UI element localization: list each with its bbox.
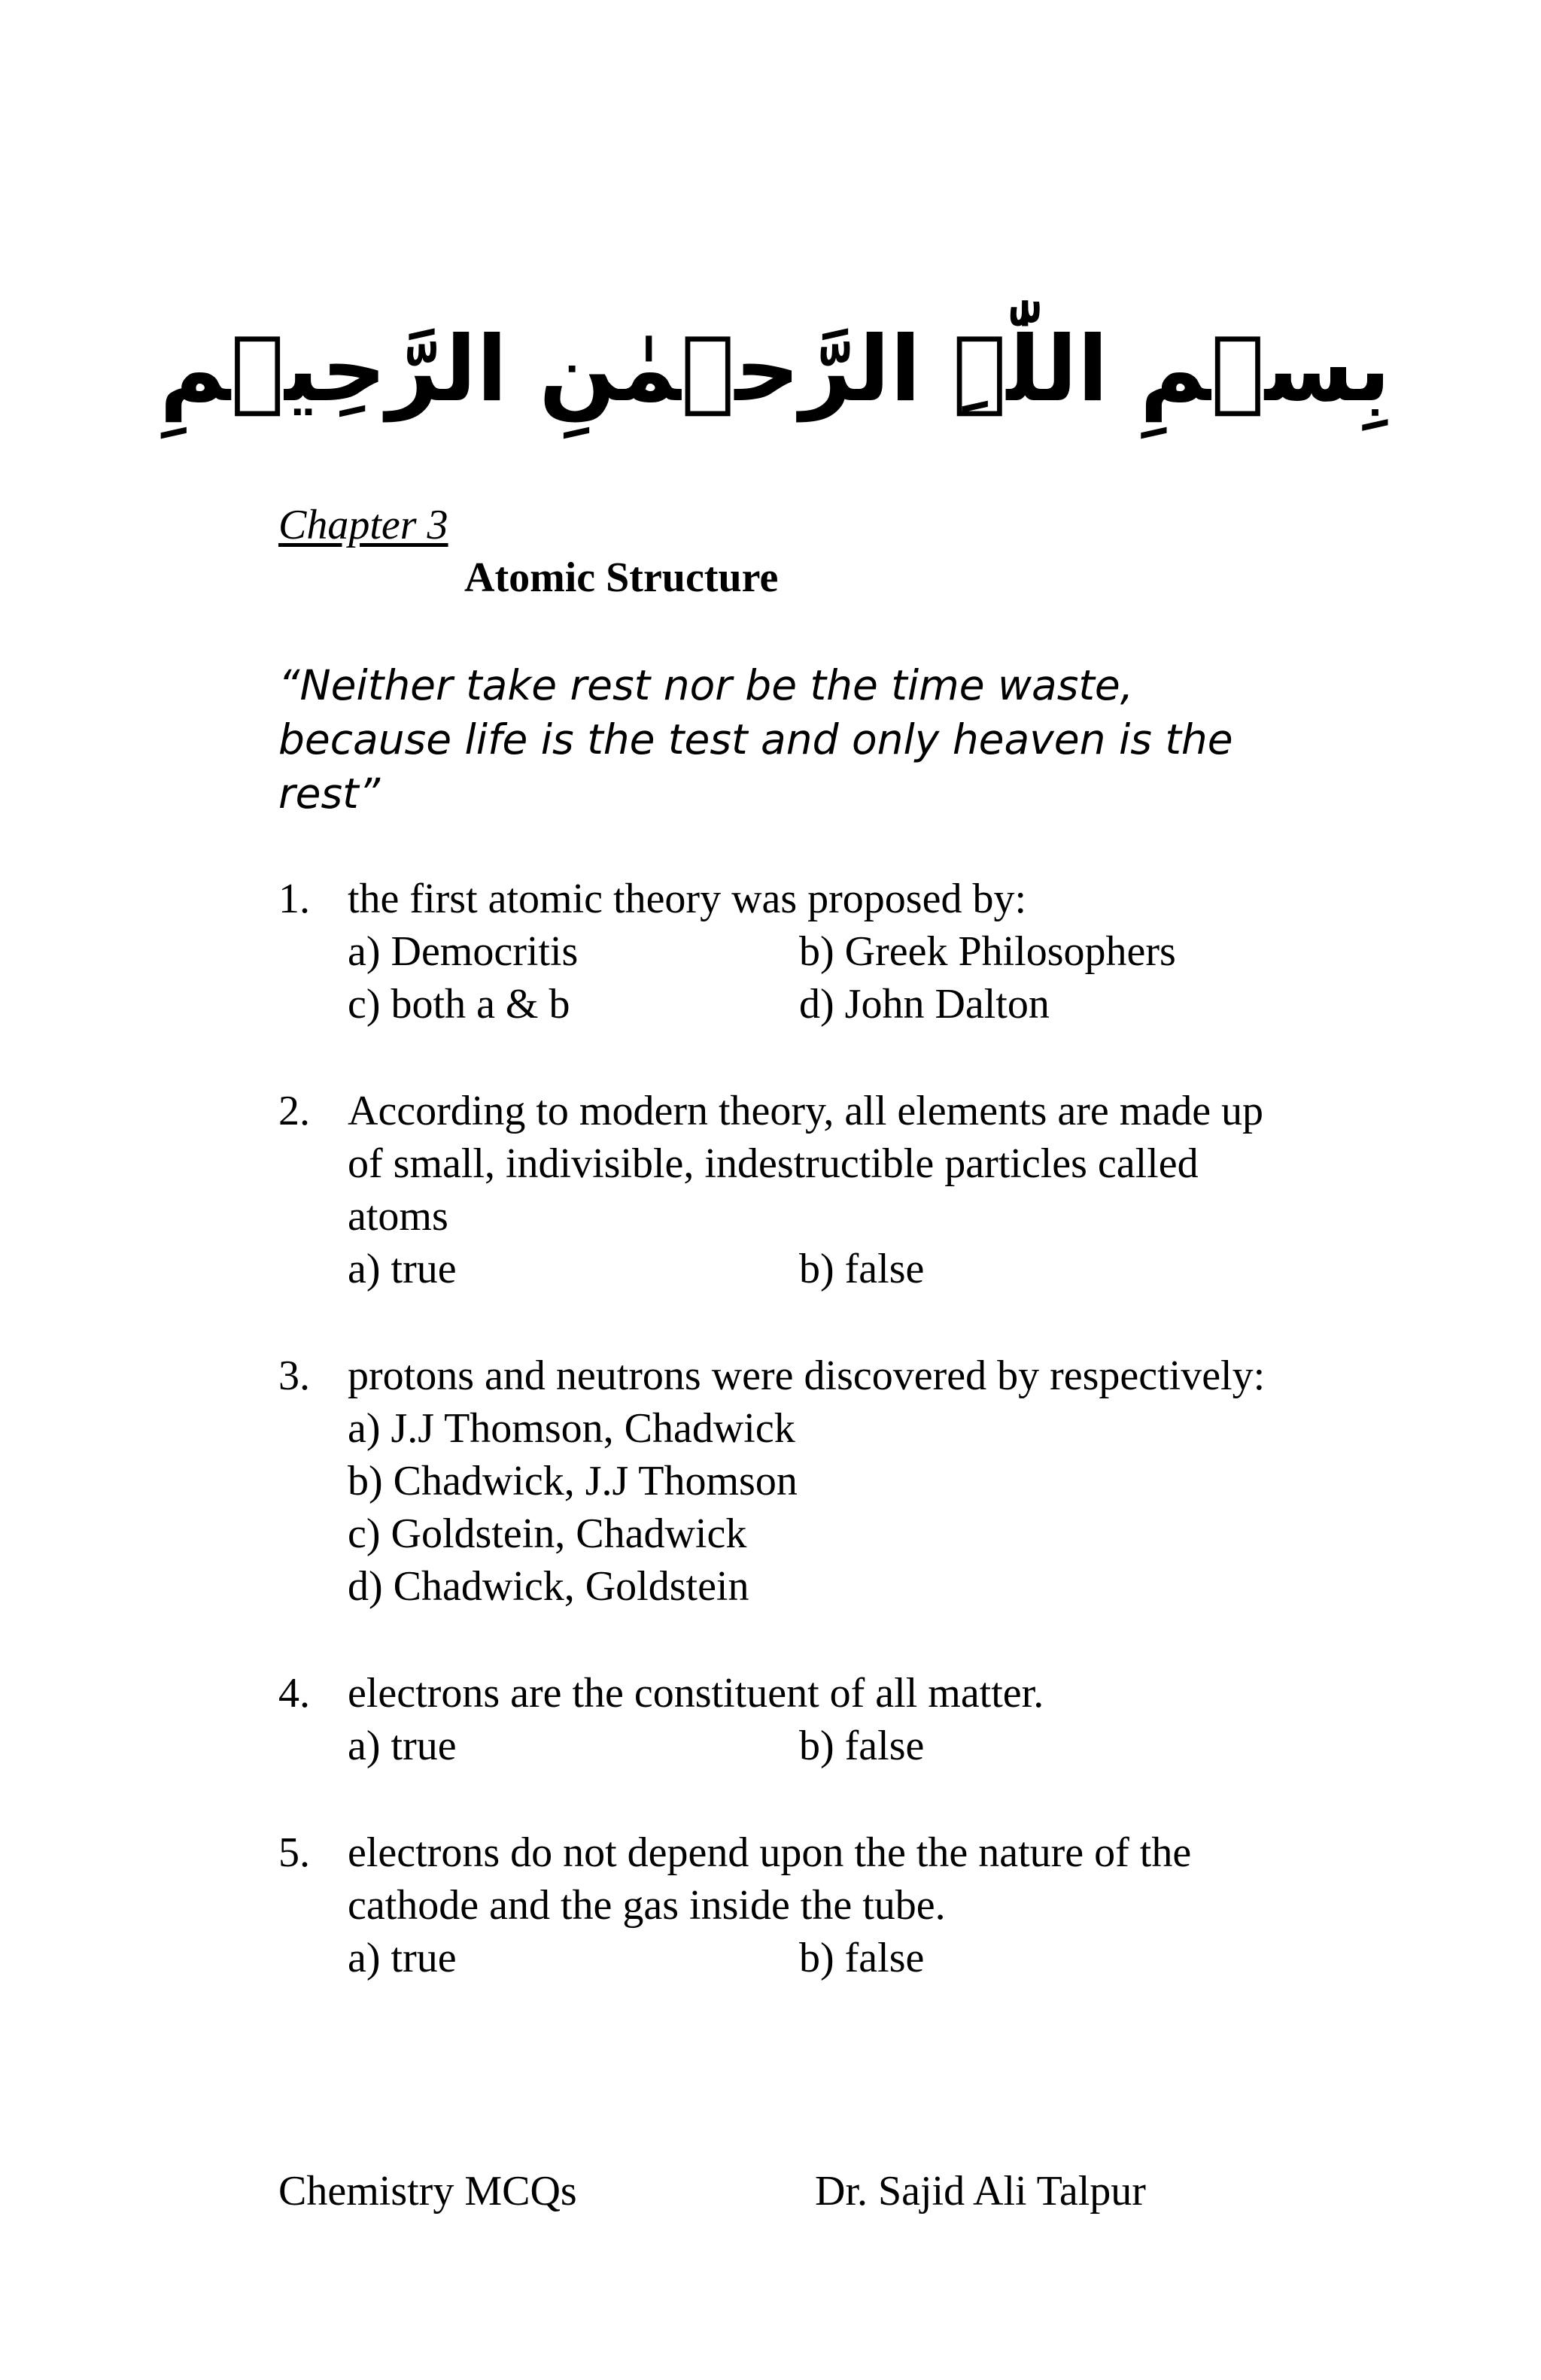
option-a: a) true	[348, 1935, 457, 1981]
options-grid	[348, 1720, 1272, 1772]
option-a: a) true	[348, 1723, 457, 1769]
options-grid	[348, 1243, 1272, 1295]
question-text: According to modern theory, all elements are made up of small, indivisible, indestructible particles called atoms	[348, 1088, 1264, 1240]
footer-book-title: Chemistry MCQs	[278, 2168, 577, 2215]
options-list	[348, 1402, 1272, 1613]
question-2	[278, 1085, 1272, 1295]
question-3	[278, 1349, 1272, 1613]
option-b: b) Greek Philosophers	[799, 928, 1176, 975]
option-d: d) John Dalton	[799, 981, 1050, 1028]
question-number: 1.	[278, 876, 310, 922]
question-5	[278, 1826, 1272, 1984]
question-number: 4.	[278, 1670, 310, 1717]
question-text: electrons are the constituent of all matter.	[348, 1670, 1044, 1717]
option-b: b) Chadwick, J.J Thomson	[348, 1458, 798, 1504]
option-b: b) false	[799, 1246, 925, 1292]
question-text: the first atomic theory was proposed by:	[348, 876, 1027, 922]
motivational-quote: “Neither take rest nor be the time waste, because life is the test and only heaven is the rest”	[278, 661, 1233, 818]
question-text: electrons do not depend upon the the nature of the cathode and the gas inside the tube.	[348, 1829, 1192, 1929]
question-number: 2.	[278, 1088, 310, 1134]
options-grid	[348, 1932, 1272, 1984]
option-b: b) false	[799, 1935, 925, 1981]
chapter-title: Atomic Structure	[464, 554, 779, 601]
question-number: 3.	[278, 1352, 310, 1399]
question-text: protons and neutrons were discovered by respectively:	[348, 1352, 1266, 1399]
options-grid	[348, 925, 1272, 1031]
option-b: b) false	[799, 1723, 925, 1769]
question-list	[278, 873, 1272, 2038]
bismillah-calligraphy: بِسۡمِ اللّٰہِ الرَّحۡمٰنِ الرَّحِیۡمِ	[160, 317, 1391, 422]
option-a: a) true	[348, 1246, 457, 1292]
option-a: a) J.J Thomson, Chadwick	[348, 1405, 795, 1452]
chapter-label: Chapter 3	[278, 502, 448, 548]
footer-author: Dr. Sajid Ali Talpur	[815, 2168, 1146, 2215]
option-c: c) both a & b	[348, 981, 570, 1028]
question-1	[278, 873, 1272, 1031]
option-c: c) Goldstein, Chadwick	[348, 1510, 747, 1557]
option-a: a) Democritis	[348, 928, 579, 975]
option-d: d) Chadwick, Goldstein	[348, 1563, 749, 1610]
question-4	[278, 1667, 1272, 1772]
question-number: 5.	[278, 1829, 310, 1876]
